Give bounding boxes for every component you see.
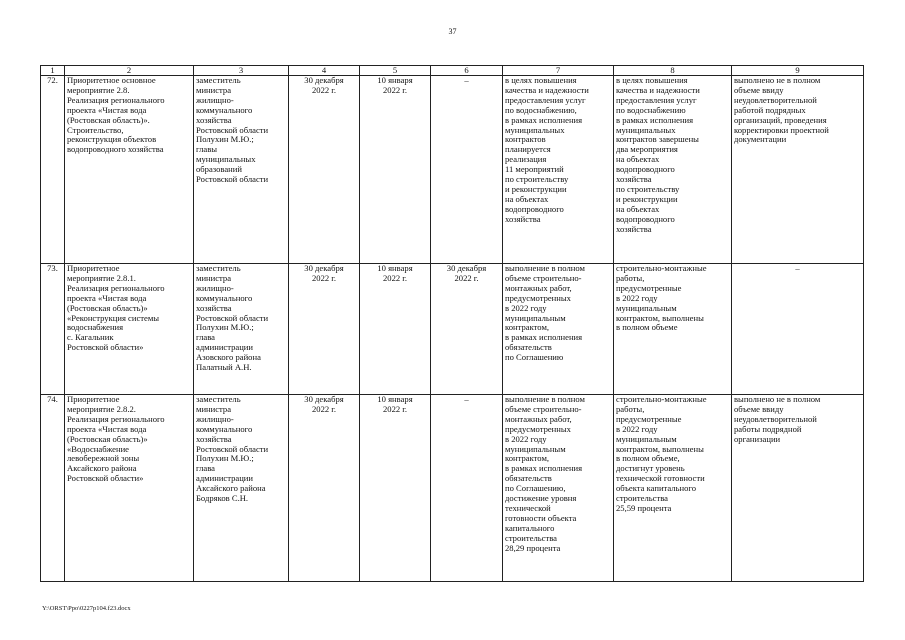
planned-end-date-cell: 30 декабря 2022 г. <box>289 76 360 264</box>
responsible-cell: заместитель министра жилищно- коммунального хозяйства Ростовской области Полухин М.Ю.; глава администрации Азовского района Палатный А.Н. <box>194 264 289 395</box>
actual-end-date-cell: 30 декабря 2022 г. <box>431 264 503 395</box>
column-header: 3 <box>194 66 289 76</box>
reasons-cell: выполнено не в полном объеме ввиду неудовлетворительной работой подрядных организаций, проведения корректировки проектной документации <box>732 76 864 264</box>
table-row <box>41 264 864 395</box>
column-header: 2 <box>65 66 194 76</box>
table-row <box>41 76 864 264</box>
column-header: 7 <box>503 66 614 76</box>
column-header: 4 <box>289 66 360 76</box>
page-number: 37 <box>448 27 457 36</box>
actual-end-date-cell: – <box>431 76 503 264</box>
table-row <box>41 395 864 582</box>
row-number: 72. <box>41 76 65 264</box>
actual-result-cell: в целях повышения качества и надежности предоставления услуг по водоснабжению в рамках исполнения муниципальных контрактов завершены два мероприятия на объектах водопроводного хозяйства по строительству и реконструкции на объектах водопроводного хозяйства <box>614 76 732 264</box>
report-table <box>40 65 864 582</box>
reasons-cell: выполнено не в полном объеме ввиду неудовлетворительной работы подрядной организации <box>732 395 864 582</box>
column-number-row <box>41 66 864 76</box>
column-header: 5 <box>360 66 431 76</box>
planned-end-date-cell: 30 декабря 2022 г. <box>289 395 360 582</box>
actual-result-cell: строительно-монтажные работы, предусмотренные в 2022 году муниципальным контрактом, выполнены в полном объеме, достигнут уровень технической готовности объекта капитального строительства 25,59 процента <box>614 395 732 582</box>
control-date-cell: 10 января 2022 г. <box>360 395 431 582</box>
planned-end-date-cell: 30 декабря 2022 г. <box>289 264 360 395</box>
control-date-cell: 10 января 2022 г. <box>360 264 431 395</box>
row-number: 73. <box>41 264 65 395</box>
responsible-cell: заместитель министра жилищно- коммунального хозяйства Ростовской области Полухин М.Ю.; главы муниципальных образований Ростовской области <box>194 76 289 264</box>
planned-result-cell: выполнение в полном объеме строительно- монтажных работ, предусмотренных в 2022 году муниципальным контрактом, в рамках исполнения обязательств по Соглашению, достижение уровня технической готовности объекта капитального строительства 28,29 процента <box>503 395 614 582</box>
event-name-cell: Приоритетное мероприятие 2.8.2. Реализация регионального проекта «Чистая вода (Ростовская область)» «Водоснабжение левобережной зоны Аксайского района Ростовской области» <box>65 395 194 582</box>
actual-result-cell: строительно-монтажные работы, предусмотренные в 2022 году муниципальным контрактом, выполнены в полном объеме <box>614 264 732 395</box>
responsible-cell: заместитель министра жилищно- коммунального хозяйства Ростовской области Полухин М.Ю.; глава администрации Аксайского района Бодряков С.Н. <box>194 395 289 582</box>
event-name-cell: Приоритетное мероприятие 2.8.1. Реализация регионального проекта «Чистая вода (Ростовская область)» «Реконструкция системы водоснабжения с. Кагальник Ростовской области» <box>65 264 194 395</box>
control-date-cell: 10 января 2022 г. <box>360 76 431 264</box>
column-header: 9 <box>732 66 864 76</box>
column-header: 6 <box>431 66 503 76</box>
reasons-cell: – <box>732 264 864 395</box>
column-header: 8 <box>614 66 732 76</box>
event-name-cell: Приоритетное основное мероприятие 2.8. Реализация регионального проекта «Чистая вода (Ростовская область)». Строительство, реконструкция объектов водопроводного хозяйства <box>65 76 194 264</box>
file-path-footer: Y:\ORST\Ppo\0227p104.f23.docx <box>42 605 131 612</box>
row-number: 74. <box>41 395 65 582</box>
planned-result-cell: в целях повышения качества и надежности предоставления услуг по водоснабжению, в рамках исполнения муниципальных контрактов планируется реализация 11 мероприятий по строительству и реконструкции на объектах водопроводного хозяйства <box>503 76 614 264</box>
actual-end-date-cell: – <box>431 395 503 582</box>
planned-result-cell: выполнение в полном объеме строительно- монтажных работ, предусмотренных в 2022 году муниципальным контрактом, в рамках исполнения обязательств по Соглашению <box>503 264 614 395</box>
column-header: 1 <box>41 66 65 76</box>
